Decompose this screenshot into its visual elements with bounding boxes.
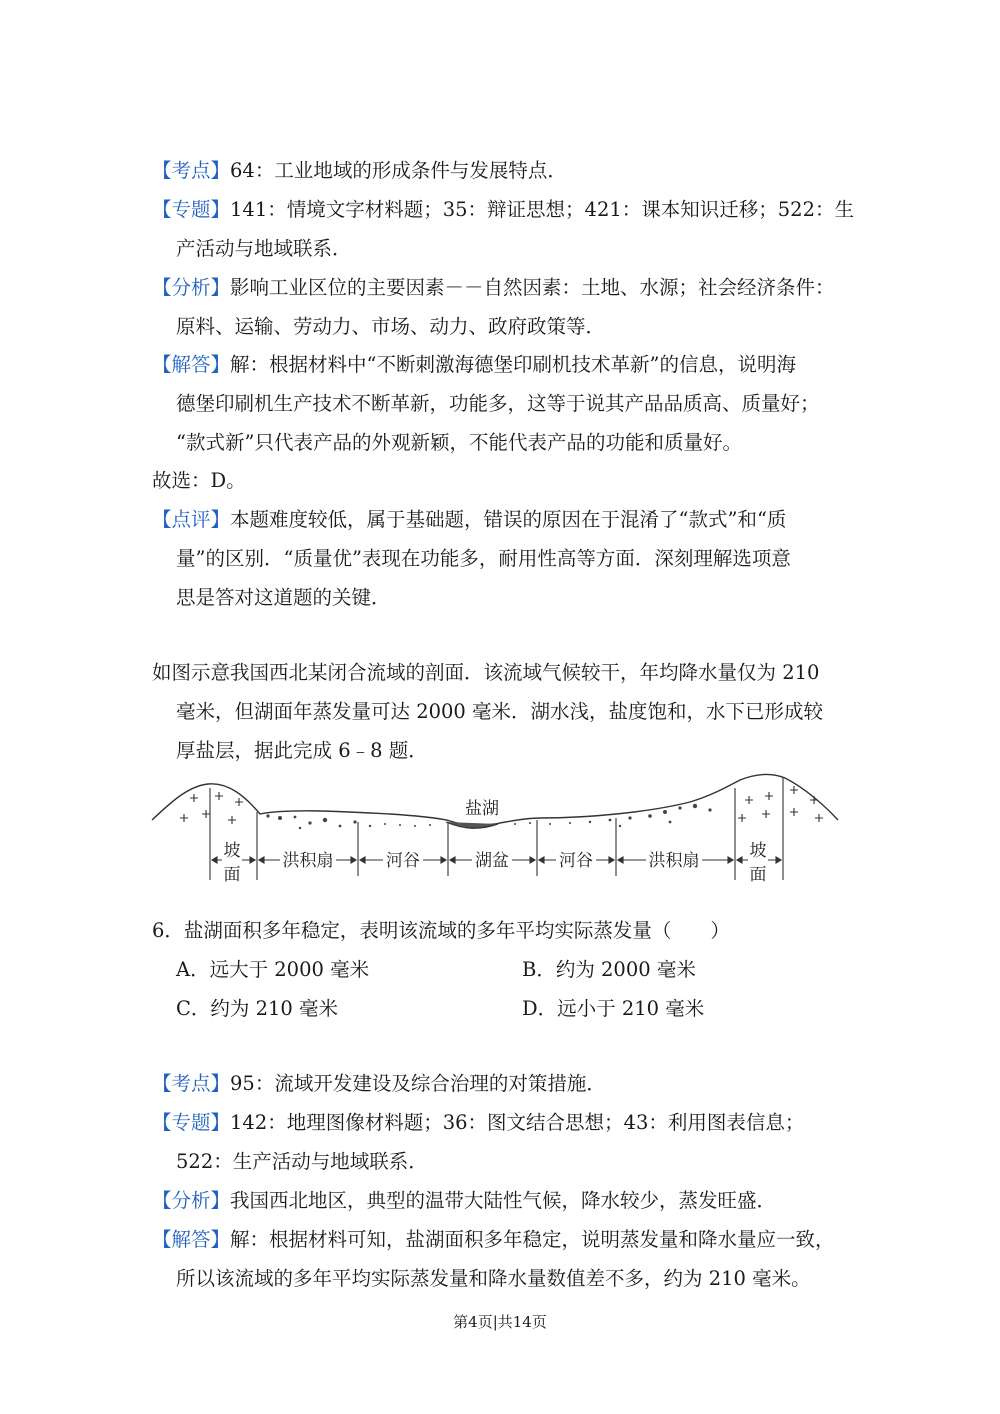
fenxi2-line	[152, 1188, 776, 1214]
jieda-text: 解：根据材料中“不断刺激海德堡印刷机技术革新”的信息，说明海	[230, 353, 796, 376]
left-valley-label: 河谷	[386, 851, 420, 870]
question-6-stem: 6．盐湖面积多年稳定，表明该流域的多年平均实际蒸发量（ ）	[152, 919, 730, 942]
right-fan-label: 洪积扇	[648, 851, 700, 870]
jieda2-cont: 所以该流域的多年平均实际蒸发量和降水量数值差不多，约为 210 毫米。	[176, 1267, 811, 1290]
dianping-tag: 【点评】	[152, 508, 231, 531]
fenxi-tag: 【分析】	[152, 276, 231, 299]
fenxi2-tag: 【分析】	[152, 1189, 231, 1212]
page-footer: 第4页|共14页	[453, 1313, 547, 1331]
dianping-line	[152, 507, 786, 533]
bedrock-symbols-left	[180, 792, 243, 824]
jieda2-line	[152, 1227, 835, 1253]
kaodian-tag: 【考点】	[152, 159, 231, 182]
zhuanti-cont: 产活动与地域联系．	[176, 237, 352, 260]
jieda2-text: 解：根据材料可知，盐湖面积多年稳定，说明蒸发量和降水量应一致，	[230, 1228, 835, 1251]
right-valley-label: 河谷	[559, 851, 593, 870]
zhuanti2-tag: 【专题】	[152, 1111, 231, 1134]
jieda2-tag: 【解答】	[152, 1228, 231, 1251]
intro-line-1: 如图示意我国西北某闭合流域的剖面．该流域气候较干，年均降水量仅为 210	[152, 661, 820, 684]
zhuanti-line	[152, 197, 854, 223]
jieda-cont-1: 德堡印刷机生产技术不断革新，功能多，这等于说其产品品质高、质量好；	[176, 392, 820, 415]
zhuanti2-cont: 522：生产活动与地域联系．	[176, 1150, 428, 1173]
left-slope-label-bottom: 面	[223, 865, 241, 884]
dianping-text: 本题难度较低，属于基础题，错误的原因在于混淆了“款式”和“质	[230, 508, 787, 531]
salt-lake-water	[446, 822, 498, 828]
jieda-line	[152, 352, 796, 378]
bedrock-symbols-right	[738, 786, 823, 822]
option-c: C．约为 210 毫米	[176, 997, 339, 1020]
option-a: A．远大于 2000 毫米	[176, 958, 370, 981]
right-slope-label-top: 坡	[749, 841, 767, 860]
dianping-cont-2: 思是答对这道题的关键．	[176, 586, 391, 609]
zhuanti-tag: 【专题】	[152, 198, 231, 221]
lake-label: 盐湖	[465, 799, 499, 818]
kaodian2-line	[152, 1071, 606, 1097]
zhuanti2-text: 142：地理图像材料题；36：图文结合思想；43：利用图表信息；	[230, 1111, 805, 1134]
zhuanti2-line	[152, 1110, 804, 1136]
fenxi-line	[152, 275, 835, 301]
fenxi2-text: 我国西北地区，典型的温带大陆性气候，降水较少，蒸发旺盛．	[230, 1189, 777, 1212]
intro-line-2: 毫米，但湖面年蒸发量可达 2000 毫米．湖水浅，盐度饱和，水下已形成较	[176, 700, 824, 723]
jieda-cont-2: “款式新”只代表产品的外观新颖，不能代表产品的功能和质量好。	[176, 431, 742, 454]
kaodian2-tag: 【考点】	[152, 1072, 231, 1095]
kaodian-line	[152, 158, 567, 184]
zhuanti-text: 141：情境文字材料题；35：辩证思想；421：课本知识迁移；522：生	[230, 198, 854, 221]
basin-profile-diagram	[150, 768, 840, 890]
left-fan-label: 洪积扇	[282, 851, 334, 870]
option-b: B．约为 2000 毫米	[522, 958, 696, 981]
fenxi-text: 影响工业区位的主要因素－－自然因素：土地、水源；社会经济条件：	[230, 276, 835, 299]
right-slope-label-bottom: 面	[749, 865, 767, 884]
answer-line: 故选：D。	[152, 469, 246, 492]
jieda-tag: 【解答】	[152, 353, 231, 376]
fenxi-cont: 原料、运输、劳动力、市场、动力、政府政策等．	[176, 315, 606, 338]
intro-line-3: 厚盐层，据此完成 6﹣8 题．	[176, 739, 428, 762]
dianping-cont-1: 量”的区别．“质量优”表现在功能多，耐用性高等方面．深刻理解选项意	[176, 547, 791, 570]
left-slope-label-top: 坡	[223, 841, 241, 860]
basin-label: 湖盆	[475, 851, 509, 870]
option-d: D．远小于 210 毫米	[522, 997, 705, 1020]
kaodian2-text: 95：流域开发建设及综合治理的对策措施．	[230, 1072, 606, 1095]
kaodian-text: 64：工业地域的形成条件与发展特点．	[230, 159, 567, 182]
